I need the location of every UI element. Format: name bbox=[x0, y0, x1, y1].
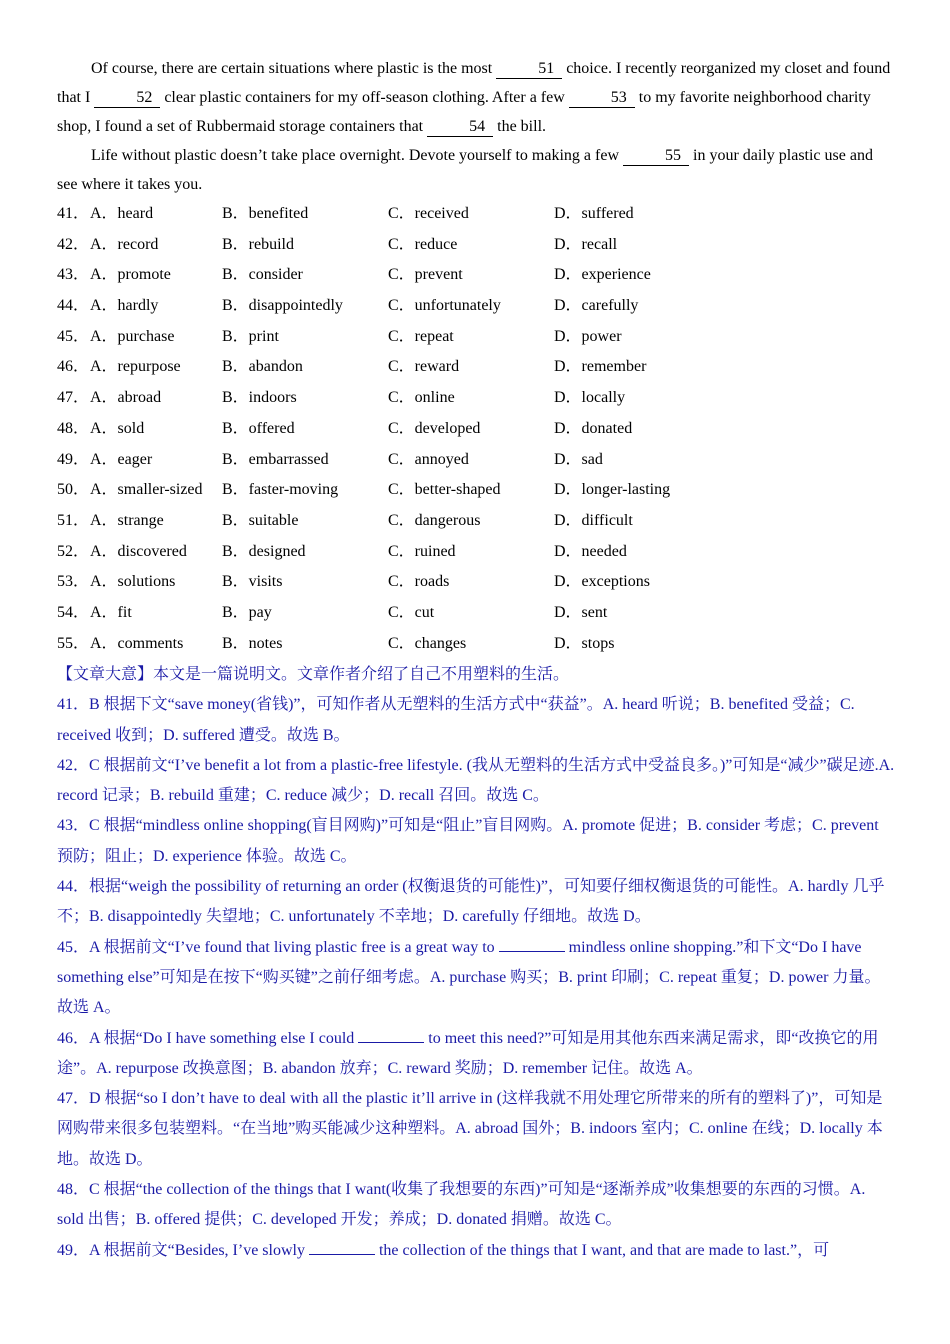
question-number: 52． bbox=[57, 542, 90, 560]
question-options bbox=[57, 199, 895, 659]
answer-41: 41．B 根据下文“save money(省钱)”，可知作者从无塑料的生活方式中“获益”。A. heard 听说；B. benefited 受益；C. received 收到；D. suffered 遭受。故选 B。 bbox=[57, 696, 855, 744]
answer-42: 42．C 根据前文“I’ve benefit a lot from a plastic-free lifestyle. (我从无塑料的生活方式中受益良多。)”可知是“减少”碳足迹.A. record 记录；B. rebuild 重建；C. reduce 减少；D. recall 召回。故选 C。 bbox=[57, 756, 895, 805]
answer-blank bbox=[358, 1028, 424, 1043]
option-d: D．difficult bbox=[554, 511, 633, 529]
option-a: A．promote bbox=[90, 266, 171, 284]
option-d: D．stops bbox=[554, 634, 615, 652]
option-d: D．power bbox=[554, 327, 622, 345]
blank-53: 53 bbox=[569, 89, 635, 108]
blank-54: 54 bbox=[427, 118, 493, 137]
question-number: 54． bbox=[57, 603, 90, 621]
option-d: D．donated bbox=[554, 419, 633, 437]
option-b: B．pay bbox=[222, 603, 272, 621]
option-a: A．purchase bbox=[90, 327, 175, 345]
question-number: 50． bbox=[57, 481, 90, 499]
answer-43: 43．C 根据“mindless online shopping(盲目网购)”可知是“阻止”盲目网购。A. promote 促进；B. consider 考虑；C. prevent 预防；阻止；D. experience 体验。故选 C。 bbox=[57, 817, 879, 865]
option-c: C．prevent bbox=[388, 266, 463, 284]
option-c: C．annoyed bbox=[388, 450, 469, 468]
question-row bbox=[57, 199, 895, 230]
passage-paragraph-1: Of course, there are certain situations where plastic is the most 51 choice. I recently reorganized my closet and found that I 52 clear plastic containers for my off-season clothing. After a few 53 to my favorite neighborhood charity shop, I found a set of Rubbermaid storage containers that 54 the bill. bbox=[57, 60, 891, 135]
option-a: A．abroad bbox=[90, 389, 162, 407]
question-row bbox=[57, 322, 895, 353]
option-c: C．received bbox=[388, 205, 469, 222]
option-c: C．reward bbox=[388, 358, 460, 376]
question-row bbox=[57, 230, 895, 261]
option-c: C．dangerous bbox=[388, 511, 481, 529]
option-d: D．exceptions bbox=[554, 573, 650, 591]
option-a: A．smaller-sized bbox=[90, 481, 203, 499]
option-c: C．changes bbox=[388, 634, 467, 652]
option-a: A．repurpose bbox=[90, 358, 181, 376]
option-b: B．offered bbox=[222, 419, 295, 437]
option-d: D．locally bbox=[554, 389, 626, 407]
option-b: B．visits bbox=[222, 573, 283, 591]
option-a: A．discovered bbox=[90, 542, 187, 560]
option-a: A．comments bbox=[90, 634, 184, 652]
option-b: B．indoors bbox=[222, 389, 297, 407]
question-number: 53． bbox=[57, 573, 90, 591]
option-c: C．ruined bbox=[388, 542, 456, 560]
question-row bbox=[57, 352, 895, 383]
option-b: B．benefited bbox=[222, 205, 309, 222]
option-a: A．strange bbox=[90, 511, 164, 529]
answer-blank bbox=[499, 937, 565, 952]
summary-text: 【文章大意】本文是一篇说明文。文章作者介绍了自己不用塑料的生活。 bbox=[57, 666, 570, 683]
option-d: D．experience bbox=[554, 266, 651, 284]
question-row bbox=[57, 291, 895, 322]
question-row bbox=[57, 383, 895, 414]
question-number: 45． bbox=[57, 327, 90, 345]
answer-44: 44．根据“weigh the possibility of returning an order (权衡退货的可能性)”，可知要仔细权衡退货的可能性。A. hardly 几乎不；B. disappointedly 失望地；C. unfortunately 不幸地；D. carefully 仔细地。故选 D。 bbox=[57, 878, 885, 926]
option-b: B．embarrassed bbox=[222, 450, 329, 468]
option-b: B．notes bbox=[222, 634, 283, 652]
question-row bbox=[57, 567, 895, 598]
option-d: D．recall bbox=[554, 235, 618, 253]
cloze-passage bbox=[57, 54, 895, 199]
option-d: D．carefully bbox=[554, 297, 639, 315]
option-c: C．cut bbox=[388, 603, 435, 621]
question-number: 43． bbox=[57, 266, 90, 284]
answer-45: 45．A 根据前文“I’ve found that living plastic free is a great way to mindless online shopping.”和下文“Do I have something else”可知是在按下“购买键”之前仔细考虑。A. purchase 购买；B. print 印刷；C. repeat 重复；D. power 力量。故选 A。 bbox=[57, 938, 881, 1017]
option-d: D．sad bbox=[554, 450, 603, 468]
answer-49: 49．A 根据前文“Besides, I’ve slowly the collection of the things that I want, and that are made to last.”，可 bbox=[57, 1241, 830, 1259]
option-b: B．designed bbox=[222, 542, 306, 560]
answer-blank bbox=[309, 1240, 375, 1255]
answer-48: 48．C 根据“the collection of the things that I want(收集了我想要的东西)”可知是“逐渐养成”收集想要的东西的习惯。A. sold 出售；B. offered 提供；C. developed 开发；养成；D. donated 捐赠。故选 C。 bbox=[57, 1181, 866, 1229]
option-a: A．record bbox=[90, 235, 159, 253]
question-row bbox=[57, 445, 895, 476]
option-b: B．disappointedly bbox=[222, 297, 343, 315]
option-a: A．eager bbox=[90, 450, 153, 468]
blank-52: 52 bbox=[94, 89, 160, 108]
question-number: 42． bbox=[57, 235, 90, 253]
option-b: B．abandon bbox=[222, 358, 303, 376]
question-number: 47． bbox=[57, 389, 90, 407]
question-number: 44． bbox=[57, 297, 90, 315]
question-number: 46． bbox=[57, 358, 90, 376]
question-row bbox=[57, 414, 895, 445]
option-d: D．sent bbox=[554, 603, 608, 621]
option-c: C．roads bbox=[388, 573, 450, 591]
passage-paragraph-2: Life without plastic doesn’t take place overnight. Devote yourself to making a few 55 in your daily plastic use and see where it takes you. bbox=[57, 147, 873, 193]
question-row bbox=[57, 537, 895, 568]
question-number: 49． bbox=[57, 450, 90, 468]
blank-51: 51 bbox=[496, 60, 562, 79]
option-a: A．fit bbox=[90, 603, 132, 621]
question-row bbox=[57, 506, 895, 537]
answer-46: 46．A 根据“Do I have something else I could to meet this need?”可知是用其他东西来满足需求，即“改换它的用途”。A. repurpose 改换意图；B. abandon 放弃；C. reward 奖励；D. remember 记住。故选 A。 bbox=[57, 1029, 879, 1077]
option-c: C．online bbox=[388, 389, 455, 407]
option-d: D．suffered bbox=[554, 205, 634, 222]
option-a: A．hardly bbox=[90, 297, 159, 315]
question-row bbox=[57, 598, 895, 629]
option-a: A．solutions bbox=[90, 573, 176, 591]
option-d: D．remember bbox=[554, 358, 647, 376]
option-d: D．longer-lasting bbox=[554, 481, 671, 499]
option-b: B．rebuild bbox=[222, 235, 294, 253]
option-a: A．heard bbox=[90, 205, 154, 222]
question-number: 48． bbox=[57, 419, 90, 437]
question-row bbox=[57, 260, 895, 291]
question-number: 55． bbox=[57, 634, 90, 652]
option-b: B．print bbox=[222, 327, 279, 345]
option-c: C．unfortunately bbox=[388, 297, 501, 315]
option-b: B．suitable bbox=[222, 511, 299, 529]
question-number: 41． bbox=[57, 205, 90, 222]
question-number: 51． bbox=[57, 511, 90, 529]
blank-55: 55 bbox=[623, 147, 689, 166]
answer-47: 47．D 根据“so I don’t have to deal with all the plastic it’ll arrive in (这样我就不用处理它所带来的所有的塑料了)”，可知是网购带来很多包装塑料。“在当地”购买能减少这种塑料。A. abroad 国外；B. indoors 室内；C. online 在线；D. locally 本地。故选 D。 bbox=[57, 1090, 883, 1168]
option-c: C．better-shaped bbox=[388, 481, 501, 499]
question-row bbox=[57, 629, 895, 660]
option-c: C．developed bbox=[388, 419, 481, 437]
answer-explanations bbox=[57, 660, 895, 1266]
option-d: D．needed bbox=[554, 542, 627, 560]
option-c: C．reduce bbox=[388, 235, 458, 253]
option-c: C．repeat bbox=[388, 327, 454, 345]
option-a: A．sold bbox=[90, 419, 145, 437]
question-row bbox=[57, 475, 895, 506]
option-b: B．consider bbox=[222, 266, 303, 284]
option-b: B．faster-moving bbox=[222, 481, 339, 499]
